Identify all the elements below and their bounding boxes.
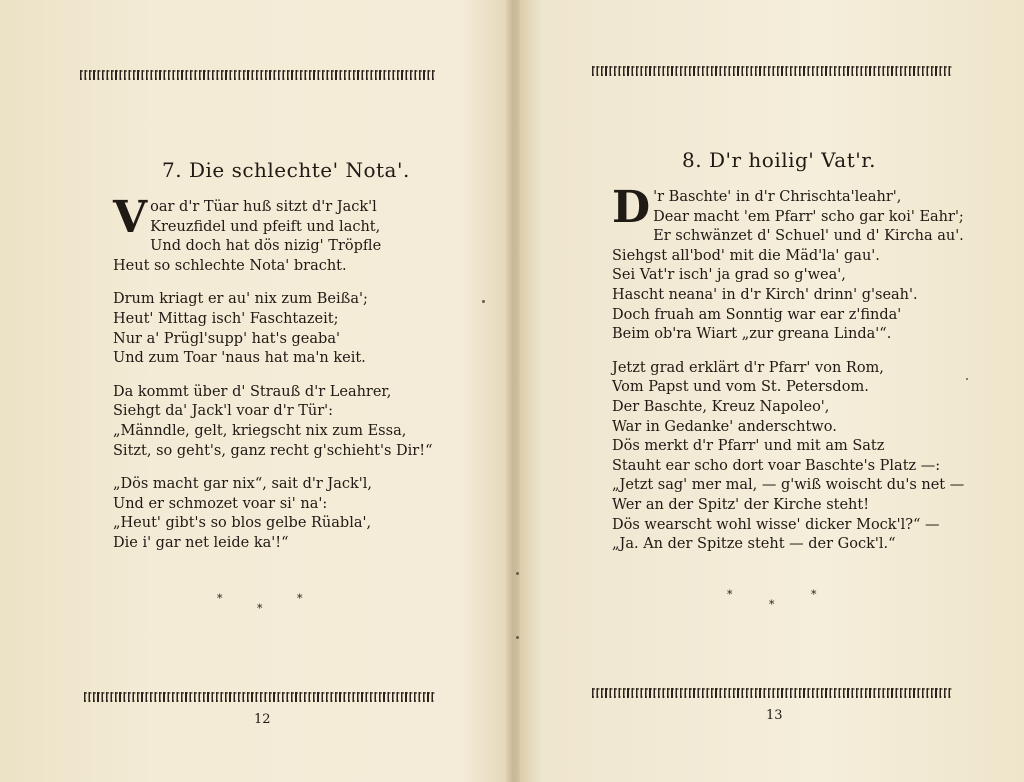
verse-line: Siehgst all'bod' mit die Mäd'la' gau'. bbox=[612, 247, 880, 264]
ornamental-rule-top bbox=[592, 66, 952, 76]
poem-body bbox=[612, 182, 965, 569]
verse-line: Nur a' Prügl'supp' hat's geaba' bbox=[113, 330, 340, 347]
verse-line: oar d'r Tüar huß sitzt d'r Jack'l bbox=[150, 199, 377, 215]
verse-line: Wer an der Spitz' der Kirche steht! bbox=[612, 496, 870, 513]
verse-line: Und zum Toar 'naus hat ma'n keit. bbox=[113, 350, 366, 367]
stanza bbox=[113, 290, 432, 368]
asterism-star: * bbox=[727, 588, 733, 601]
verse-line: Drum kriagt er au' nix zum Beißa'; bbox=[113, 291, 368, 308]
verse-line: Und doch hat dös nizig' Tröpfle bbox=[150, 238, 382, 255]
left-page bbox=[0, 0, 505, 782]
asterism bbox=[217, 592, 317, 616]
verse-line: Hascht neana' in d'r Kirch' drinn' g'seah'. bbox=[612, 286, 918, 303]
verse-line: Die i' gar net leide ka'!“ bbox=[113, 534, 289, 551]
verse-line: Kreuzfidel und pfeift und lacht, bbox=[150, 218, 381, 235]
verse-line: Heut' Mittag isch' Faschtazeit; bbox=[113, 310, 339, 327]
verse-line: Vom Papst und vom St. Petersdom. bbox=[612, 379, 869, 396]
right-page bbox=[520, 0, 1024, 782]
verse-line: Dös merkt d'r Pfarr' und mit am Satz bbox=[612, 438, 885, 455]
verse-line: Sitzt, so geht's, ganz recht g'schieht's Dir!“ bbox=[113, 442, 433, 459]
poem-body bbox=[113, 192, 433, 568]
poem-title: 7. Die schlechte' Nota'. bbox=[162, 158, 410, 182]
verse-line: Jetzt grad erklärt d'r Pfarr' von Rom, bbox=[612, 359, 884, 376]
paper-speck bbox=[516, 636, 519, 639]
ornamental-rule-bottom bbox=[592, 688, 952, 698]
drop-cap: V bbox=[113, 192, 148, 243]
drop-cap: D bbox=[612, 182, 651, 233]
ornamental-rule-top bbox=[80, 70, 436, 80]
verse-line: „Dös macht gar nix“, sait d'r Jack'l, bbox=[113, 476, 373, 493]
verse-line: Doch fruah am Sonntig war ear z'finda' bbox=[612, 306, 902, 323]
verse-line: „Männdle, gelt, kriegscht nix zum Essa, bbox=[113, 422, 407, 439]
page-number: 13 bbox=[766, 708, 783, 723]
stanza bbox=[113, 192, 432, 276]
verse-line: Der Baschte, Kreuz Napoleo', bbox=[612, 398, 830, 415]
paper-speck bbox=[516, 572, 519, 575]
verse-line: Sei Vat'r isch' ja grad so g'wea', bbox=[612, 267, 846, 284]
verse-line: „Jetzt sag' mer mal, — g'wiß woischt du's net — bbox=[612, 477, 965, 494]
asterism-star: * bbox=[811, 588, 817, 601]
verse-line: Dear macht 'em Pfarr' scho gar koi' Eahr'; bbox=[653, 208, 964, 225]
paper-speck bbox=[482, 300, 485, 303]
asterism-star: * bbox=[217, 592, 223, 605]
verse-line: Da kommt über d' Strauß d'r Leahrer, bbox=[113, 383, 392, 400]
stanza bbox=[113, 383, 432, 461]
asterism-star: * bbox=[257, 602, 263, 615]
asterism-star: * bbox=[769, 598, 775, 611]
verse-line: Und er schmozet voar si' na': bbox=[113, 495, 328, 512]
stanza bbox=[612, 359, 964, 555]
verse-line: War in Gedanke' anderschtwo. bbox=[612, 418, 837, 435]
book-gutter bbox=[506, 0, 520, 782]
verse-line: Dös wearscht wohl wisse' dicker Mock'l?“ — bbox=[612, 516, 940, 533]
poem-title: 8. D'r hoilig' Vat'r. bbox=[682, 148, 876, 172]
verse-line: „Ja. An der Spitze steht — der Gock'l.“ bbox=[612, 536, 896, 553]
stanza bbox=[612, 182, 964, 345]
asterism-star: * bbox=[297, 592, 303, 605]
verse-line: Beim ob'ra Wiart „zur greana Linda'“. bbox=[612, 326, 892, 343]
verse-line: Heut so schlechte Nota' bracht. bbox=[113, 257, 347, 274]
verse-line: Siehgt da' Jack'l voar d'r Tür': bbox=[113, 403, 334, 420]
ornamental-rule-bottom bbox=[84, 692, 436, 702]
verse-line: 'r Baschte' in d'r Chrischta'leahr', bbox=[653, 189, 902, 205]
stanza bbox=[113, 475, 432, 553]
verse-line: Stauht ear scho dort voar Baschte's Platz —: bbox=[612, 457, 941, 474]
verse-line: Er schwänzet d' Schuel' und d' Kircha au'. bbox=[653, 228, 964, 245]
verse-line: „Heut' gibt's so blos gelbe Rüabla', bbox=[113, 515, 372, 532]
page-number: 12 bbox=[254, 712, 271, 727]
paper-speck bbox=[966, 378, 968, 380]
asterism bbox=[727, 588, 827, 612]
